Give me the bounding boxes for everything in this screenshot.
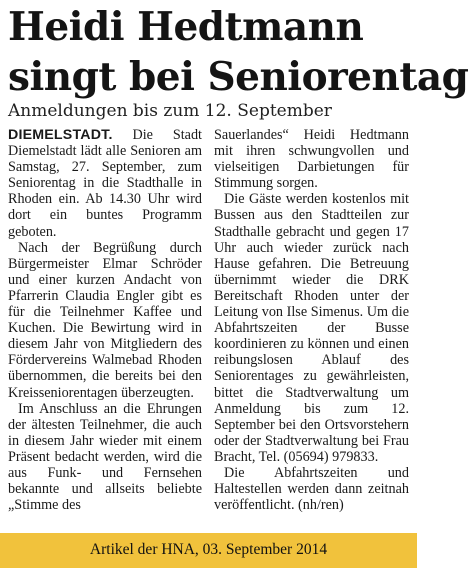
dateline: DIEMELSTADT. [8,127,113,143]
article-column-right [214,127,409,513]
headline-line-1: Heidi Hedtmann [8,4,364,50]
paragraph: Im Anschluss an die Ehrungen der ältesten Teilnehmer, die auch in diesem Jahr wieder mit einem Präsent bedacht werden, wird die aus Funk- und Fernsehen bekannte und allseits beliebte „Stimme des [8,400,202,514]
headline [8,2,468,102]
subheadline: Anmeldungen bis zum 12. September [8,101,332,121]
paragraph: Die Gäste werden kostenlos mit Bussen aus den Stadtteilen zur Stadthalle gebracht und gegen 17 Uhr auch wieder zurück nach Hause gefahren. Die Betreuung übernimmt wieder die DRK Bereitschaft Rhoden unter der Leitung von Ilse Simenus. Um die Abfahrtszeiten der Busse koordinieren zu können und einen reibungslosen Ablauf des Seniorentages zu gewährleisten, bittet die Stadtverwaltung um Anmeldung bis zum 12. September bei den Ortsvorstehern oder der Stadtverwaltung bei Frau Bracht, Tel. (05694) 979833. [214,191,409,465]
paragraph: Sauerlandes“ Heidi Hedtmann mit ihren schwungvollen und vielseitigen Darbietungen für Stimmung sorgen. [214,127,409,192]
lead-text: Die Stadt Diemelstadt lädt alle Senioren am Samstag, 27. September, zum Seniorentag in die Stadthalle in Rhoden ein. Ab 14.30 Uhr wird dort ein buntes Programm geboten. [8,127,203,240]
source-caption: Artikel der HNA, 03. September 2014 [89,541,328,558]
paragraph-lead [8,127,202,240]
article-column-left [8,127,202,513]
paragraph: Nach der Begrüßung durch Bürgermeister Elmar Schröder und einer kurzen Andacht von Pfarrerin Claudia Engler gibt es für die Teilnehmer Kaffee und Kuchen. Die Bewirtung wird in diesem Jahr von Mitgliedern des Fördervereins Walmebad Rhoden übernommen, die bereits bei den Kreisseniorentagen überzeugten. [8,239,202,401]
headline-line-2: singt bei Seniorentag [8,54,468,100]
source-footer [0,533,417,568]
paragraph: Die Abfahrtszeiten und Haltestellen werden dann zeitnah veröffentlicht. (nh/ren) [214,464,409,514]
